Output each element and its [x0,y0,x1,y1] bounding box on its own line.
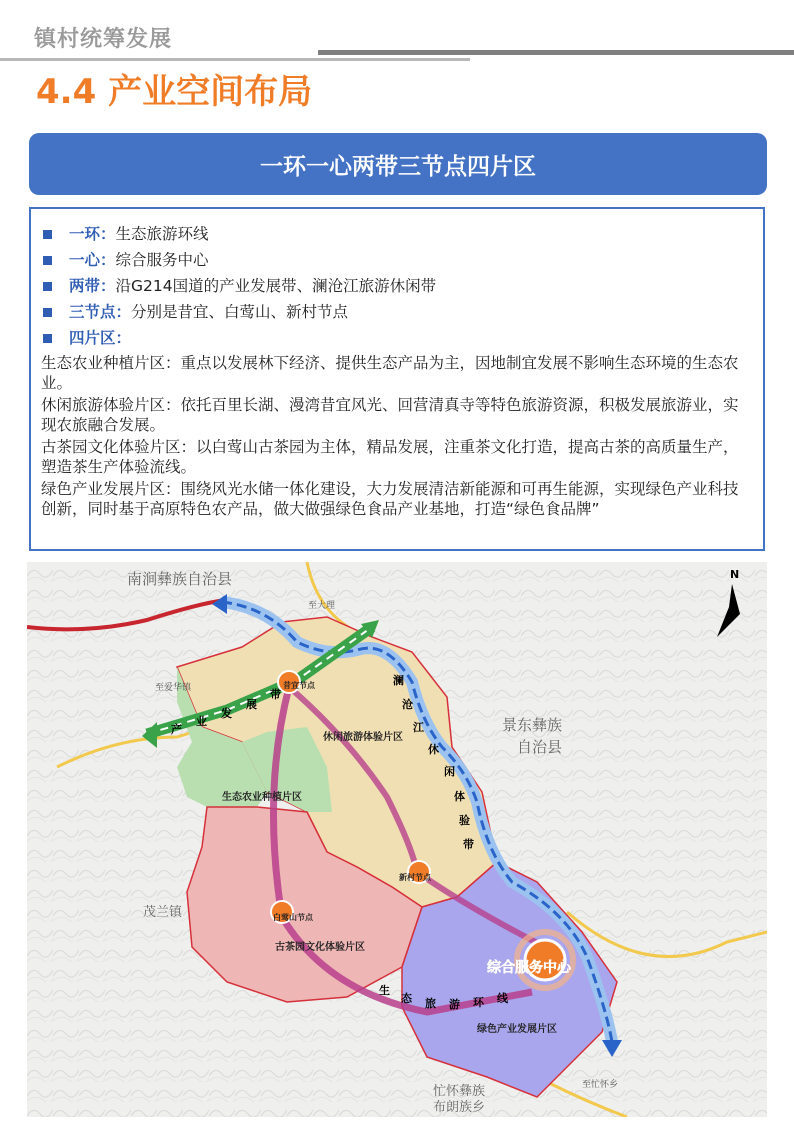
eco-ring-char: 环 [473,996,484,1009]
item-zones [41,325,753,351]
bullet-square-icon [43,230,52,239]
item-key: 两带： [69,277,116,295]
header-rule-dark [318,50,794,55]
eco-ring-char: 生 [379,984,390,997]
river-belt-char: 澜 [393,674,404,687]
river-belt-char: 沧 [402,698,413,711]
industry-belt-char: 发 [221,707,232,720]
road-manghuai: 至忙怀乡 [582,1080,619,1090]
industry-layout-map [27,562,767,1117]
description-box [29,207,765,551]
zone-label-tea: 古茶园文化体验片区 [275,942,365,953]
service-center-label: 综合服务中心 [487,960,571,976]
zone-label-leisure: 休闲旅游体验片区 [323,732,403,743]
bullet-square-icon [43,308,52,317]
place-maolan: 茂兰镇 [143,905,183,920]
item-ring [41,221,753,247]
river-belt-char: 休 [428,743,439,756]
zone-label-agri: 生态农业种植片区 [222,792,302,803]
node-label-baiying: 白莺山节点 [273,913,313,922]
industry-belt-char: 带 [270,688,281,701]
eco-ring-char: 线 [497,992,508,1005]
river-belt-char: 江 [413,721,424,734]
river-belt-char: 体 [454,790,465,803]
eco-ring-char: 态 [401,992,412,1005]
eco-ring-char: 游 [449,998,460,1011]
zone-paragraph-leisure: 休闲旅游体验片区：依托百里长湖、漫湾昔宜风光、回营清真寺等特色旅游资源，积极发展旅游业，实现农旅融合发展。 [41,396,739,434]
item-key: 一心： [69,251,116,269]
zone-paragraph-green: 绿色产业发展片区：围绕风光水储一体化建设，大力发展清洁新能源和可再生能源，实现绿色产业科技创新，同时基于高原特色农产品，做大做强绿色食品产业基地，打造“绿色食品牌” [41,480,739,518]
river-belt-char: 闲 [444,765,455,778]
header-title: 镇村统筹发展 [34,27,173,52]
road-aihua: 至爱华镇 [155,683,192,693]
place-nanjian: 南涧彝族自治县 [127,570,233,588]
node-label-xincun: 新村节点 [399,873,431,882]
north-label: N [730,568,740,581]
section-title: 4.4 产业空间布局 [36,72,313,112]
place-manghuai-1: 忙怀彝族 [433,1084,486,1099]
node-label-xiyi: 昔宜节点 [283,681,315,690]
place-manghuai-2: 布朗族乡 [433,1100,486,1115]
industry-belt-char: 产 [171,723,182,736]
title-banner [29,133,767,195]
zone-paragraph-agri: 生态农业种植片区：重点以发展林下经济、提供生态产品为主，因地制宜发展不影响生态环境的生态农业。 [41,354,739,392]
header-rule-light [0,58,470,61]
item-key: 三节点： [69,303,132,321]
item-belts [41,273,753,299]
zone-paragraph-tea: 古茶园文化体验片区：以白莺山古茶园为主体，精品发展，注重茶文化打造，提高古茶的高质量生产，塑造茶生产体验流线。 [41,438,739,476]
industry-belt-char: 展 [246,698,257,711]
item-value: 沿G214国道的产业发展带、澜沧江旅游休闲带 [115,277,437,295]
road-dali: 至大理 [308,601,336,611]
item-center [41,247,753,273]
item-key: 一环： [69,225,116,243]
eco-ring-char: 旅 [425,997,436,1010]
river-belt-char: 验 [459,814,470,827]
industry-belt-char: 业 [196,715,207,728]
place-jingdong-2: 自治县 [517,738,563,756]
item-value: 综合服务中心 [115,251,209,269]
item-nodes [41,299,753,325]
bullet-square-icon [43,256,52,265]
zone-label-green: 绿色产业发展片区 [477,1024,557,1035]
bullet-square-icon [43,282,52,291]
item-value: 生态旅游环线 [115,225,209,243]
river-belt-char: 带 [463,838,474,851]
item-key: 四片区： [69,329,132,347]
place-jingdong-1: 景东彝族 [502,716,563,734]
item-value: 分别是昔宜、白莺山、新村节点 [131,303,349,321]
bullet-square-icon [43,334,52,343]
banner-text: 一环一心两带三节点四片区 [260,153,536,180]
